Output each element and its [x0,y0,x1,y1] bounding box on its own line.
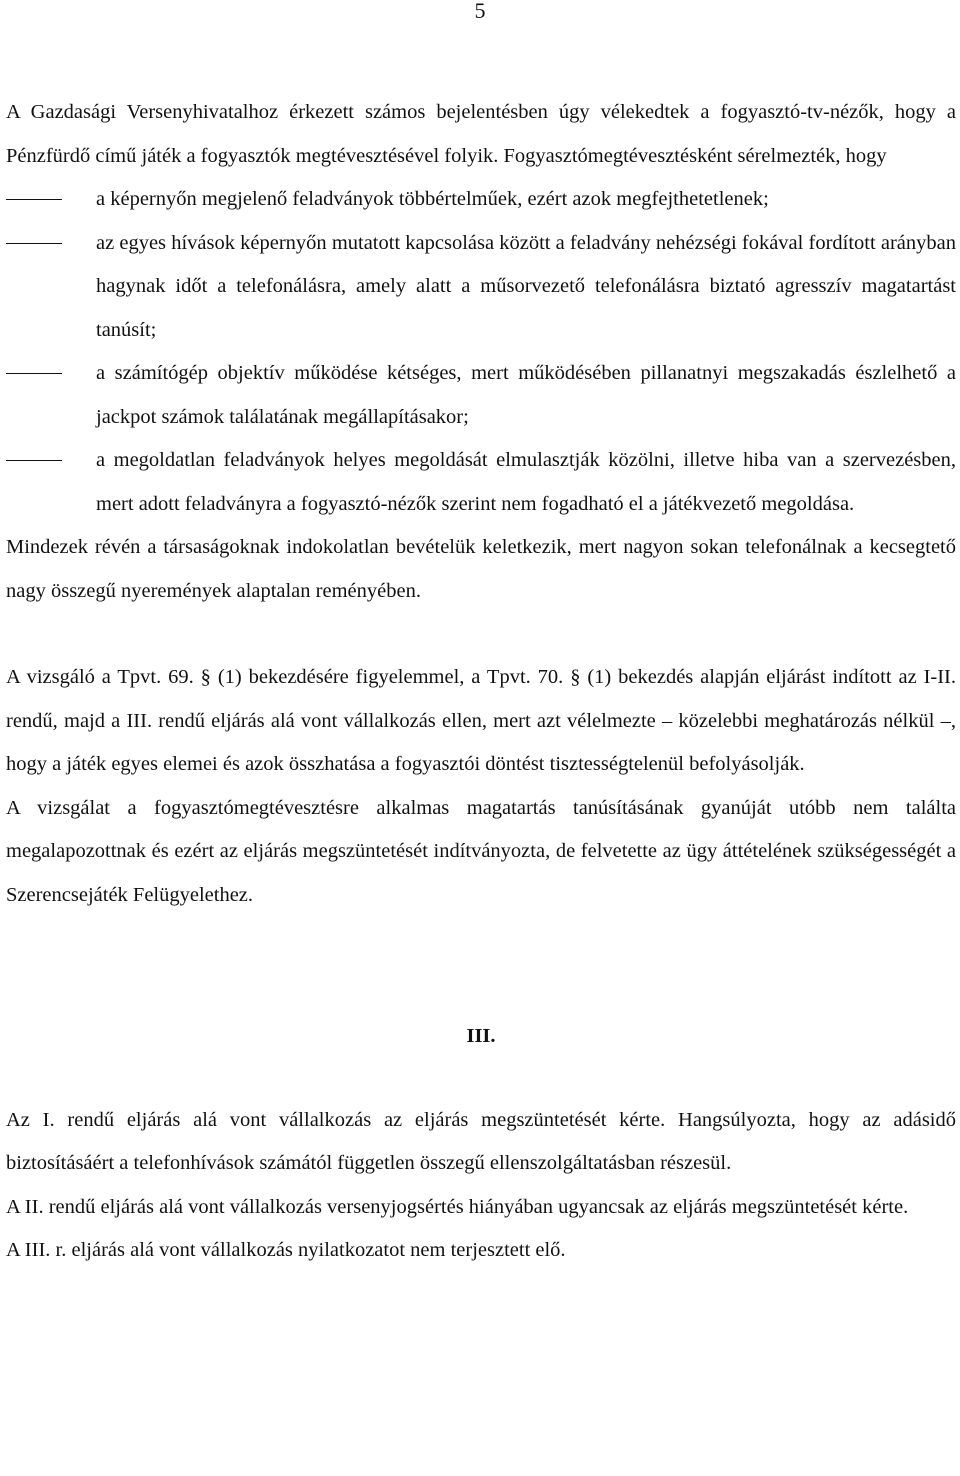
list-item-text: a képernyőn megjelenő feladványok többértelműek, ezért azok megfejthetetlenek; [96,188,769,210]
list-item [6,439,956,526]
dash-bullet-icon [6,199,62,200]
list-item [6,352,956,439]
list-item [6,178,956,222]
dash-bullet-icon [6,373,62,374]
section-heading: III. [466,1025,496,1047]
list-item [6,222,956,353]
paragraph-investigation-result: A vizsgálat a fogyasztómegtévesztésre alkalmas magatartás tanúsításának gyanúját utóbb nem találta megalapozottnak és ezért az eljárás megszüntetését indítványozta, de felvetette az ügy áttételének szükségességét a Szerencsejáték Felügyelethez. [6,796,956,906]
list-item-text: a megoldatlan feladványok helyes megoldását elmulasztják közölni, illetve hiba van a szervezésben, mert adott feladványra a fogyasztó-nézők szerint nem fogadható el a játékvezető megoldása. [96,449,956,515]
paragraph-complaints-intro: A Gazdasági Versenyhivatalhoz érkezett számos bejelentésben úgy vélekedtek a fogyasztó-tv-nézők, hogy a Pénzfürdő című játék a fogyasztók megtévesztésével folyik. Fogyasztómegtévesztésként sérelmezték, hogy [6,101,956,167]
paragraph-investigation-start: A vizsgáló a Tpvt. 69. § (1) bekezdésére figyelemmel, a Tpvt. 70. § (1) bekezdés alapján eljárást indított az I-II. rendű, majd a III. rendű eljárás alá vont vállalkozás ellen, mert azt vélelmezte – közelebbi meghatározás nélkül –, hogy a játék egyes elemei és azok összhatása a fogyasztói döntést tisztességtelenül befolyásolják. [6,666,956,775]
list-item-text: a számítógép objektív működése kétséges, mert működésében pillanatnyi megszakadás észlelhető a jackpot számok találatának megállapításakor; [96,362,956,428]
dash-bullet-icon [6,460,62,461]
paragraph-second-party: A II. rendű eljárás alá vont vállalkozás versenyjogsértés hiányában ugyancsak az eljárás megszüntetését kérte. [6,1195,909,1218]
list-item-text: az egyes hívások képernyőn mutatott kapcsolása között a feladvány nehézségi fokával fordított arányban hagynak időt a telefonálásra, amely alatt a műsorvezető telefonálásra biztató agresszív magatartást tanúsít; [96,231,956,341]
document-body [6,91,956,1273]
paragraph-consequences: Mindezek révén a társaságoknak indokolatlan bevételük keletkezik, mert nagyon sokan telefonálnak a kecsegtető nagy összegű nyeremények alaptalan reményében. [6,536,956,602]
complaints-list [6,178,956,526]
page-number: 5 [474,0,486,23]
dash-bullet-icon [6,243,62,244]
paragraph-first-party: Az I. rendű eljárás alá vont vállalkozás az eljárás megszüntetését kérte. Hangsúlyozta, hogy az adásidő biztosításáért a telefonhívások számától független összegű ellenszolgáltatásban részesül. [6,1108,956,1174]
paragraph-third-party: A III. r. eljárás alá vont vállalkozás nyilatkozatot nem terjesztett elő. [6,1239,566,1261]
